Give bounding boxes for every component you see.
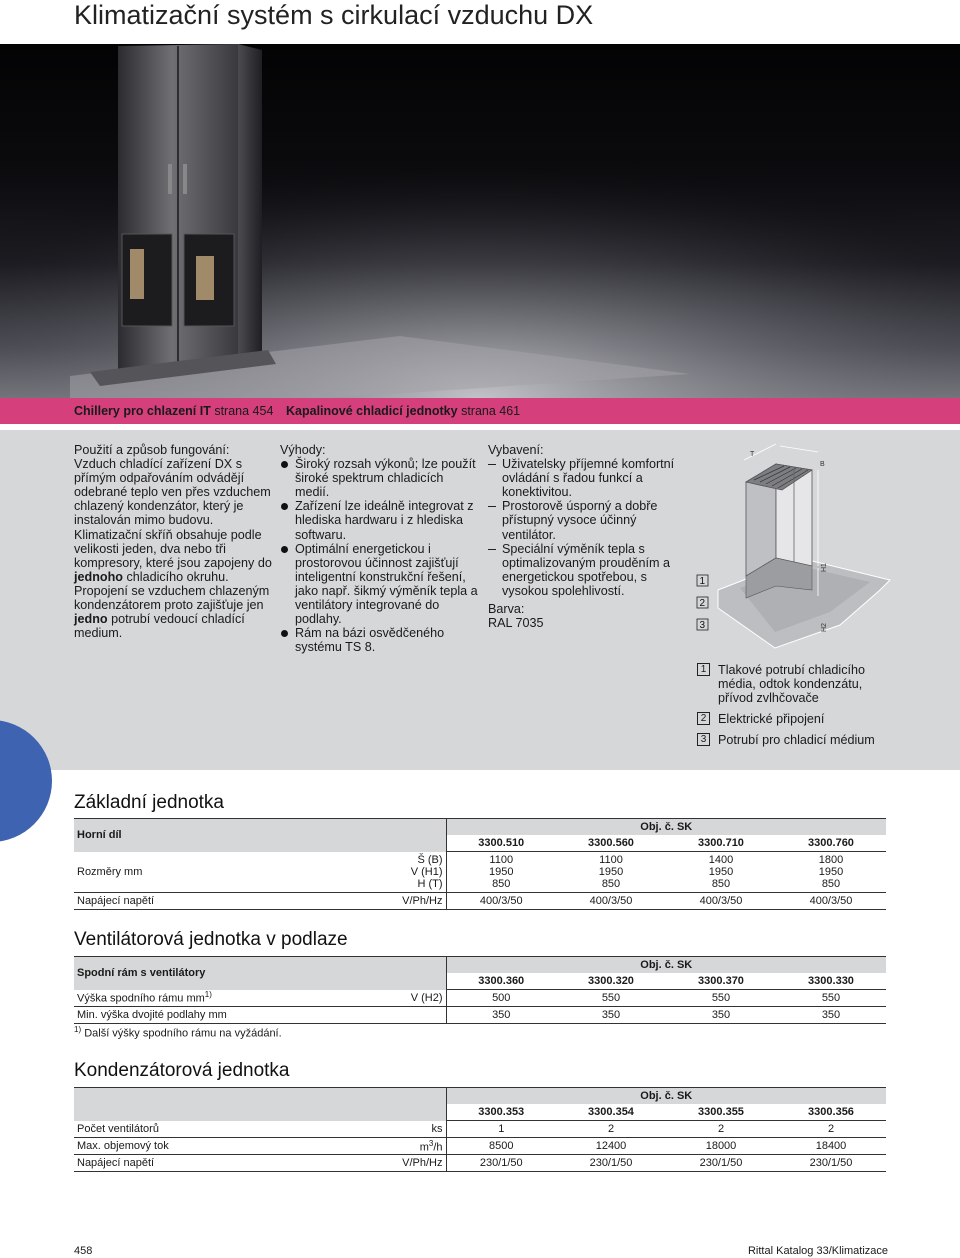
order-code: 3300.355 xyxy=(666,1104,776,1121)
order-number-header: Obj. č. SK xyxy=(446,819,886,836)
table-cell: 350 xyxy=(666,1007,776,1024)
row-unit: V/Ph/Hz xyxy=(244,892,446,909)
link-liquid-cooling[interactable]: Kapalinové chladicí jednotky strana 461 xyxy=(286,404,521,418)
cabinet-photo-illustration xyxy=(0,44,960,398)
table-cell: 550 xyxy=(666,990,776,1007)
table-cell: 350 xyxy=(556,1007,666,1024)
table-cell: 230/1/50 xyxy=(556,1155,666,1172)
table-cell: 550 xyxy=(776,990,886,1007)
section-title-fan-unit: Ventilátorová jednotka v podlaze xyxy=(74,929,348,950)
dim-h1-label: H1 xyxy=(821,563,828,572)
table-cell: 350 xyxy=(446,1007,556,1024)
table-footnote: $^{1)}$ Další výšky spodního rámu na vyžádání. xyxy=(74,1025,282,1040)
table-group-label xyxy=(74,1088,446,1121)
table-cell: 8500 xyxy=(446,1138,556,1155)
equipment-heading: Vybavení: xyxy=(488,443,544,457)
order-number-header: Obj. č. SK xyxy=(446,957,886,974)
row-label: Napájecí napětí xyxy=(74,1155,244,1172)
table-cell: 1800 1950 850 xyxy=(776,852,886,893)
usage-column xyxy=(74,443,272,640)
link-chillers[interactable]: Chillery pro chlazení IT strana 454 xyxy=(74,404,274,418)
usage-paragraph-1: Vzduch chladící zařízení DX s přímým odpařováním odvádějí odebrané teplo ven přes vzduchem chlazený kondenzátor, který je instalován mimo budovu. xyxy=(74,457,271,528)
table-cell: 400/3/50 xyxy=(446,892,556,909)
table-cell: 12400 xyxy=(556,1138,666,1155)
usage-paragraph-2: Klimatizační skříň obsahuje podle velikosti jeden, dva nebo tři kompresory, které jsou zapojeny do jednoho chladicího okruhu. Propojení se vzduchem chlazeným kondenzátorem proto zajišťuje jen jedno potrubí vedoucí chladící medium. xyxy=(74,527,272,641)
equipment-item: Uživatelsky příjemné komfortní ovládání s řadou funkcí a konektivitou. xyxy=(488,457,680,499)
row-label: Napájecí napětí xyxy=(74,892,244,909)
table-cell: 400/3/50 xyxy=(556,892,666,909)
section-title-condenser-unit: Kondenzátorová jednotka xyxy=(74,1060,290,1081)
order-code: 3300.330 xyxy=(776,973,886,990)
callout-2: 2 xyxy=(699,598,706,609)
drawing-legend xyxy=(697,663,887,754)
order-code: 3300.760 xyxy=(776,835,886,852)
equipment-column xyxy=(488,443,680,630)
table-cell: 18000 xyxy=(666,1138,776,1155)
callout-1: 1 xyxy=(699,576,706,587)
table-group-label: Spodní rám s ventilátory xyxy=(74,957,446,990)
section-title-base-unit: Základní jednotka xyxy=(74,792,224,813)
equipment-item: Speciální výměník tepla s optimalizovaným prouděním a energetickou spotřebou, s vysokou spolehlivostí. xyxy=(488,542,680,598)
order-code: 3300.354 xyxy=(556,1104,666,1121)
table-cell: 18400 xyxy=(776,1138,886,1155)
catalog-label: Rittal Katalog 33/Klimatizace xyxy=(747,1245,888,1257)
table-cell: 1400 1950 850 xyxy=(666,852,776,893)
row-unit: Š (B) V (H1) H (T) xyxy=(244,852,446,893)
row-label: Rozměry mm xyxy=(74,852,244,893)
fan-unit-table xyxy=(74,956,886,1024)
table-cell: 230/1/50 xyxy=(446,1155,556,1172)
order-code: 3300.370 xyxy=(666,973,776,990)
table-cell: 350 xyxy=(776,1007,886,1024)
related-links-bar xyxy=(0,398,960,424)
equipment-item: Prostorově úsporný a dobře přístupný vysoce účinný ventilátor. xyxy=(488,499,680,541)
page-title: Klimatizační systém s cirkulací vzduchu DX xyxy=(74,0,594,30)
table-cell: 500 xyxy=(446,990,556,1007)
table-cell: 400/3/50 xyxy=(666,892,776,909)
row-unit: V (H2) xyxy=(244,990,446,1007)
order-code: 3300.560 xyxy=(556,835,666,852)
advantage-item: Zařízení lze ideálně integrovat z hlediska hardwaru i z hlediska softwaru. xyxy=(280,499,480,541)
table-cell: 1 xyxy=(446,1121,556,1138)
order-code: 3300.320 xyxy=(556,973,666,990)
table-cell: 1100 1950 850 xyxy=(556,852,666,893)
unit-dimension-drawing xyxy=(680,440,960,680)
dim-b-label: B xyxy=(820,461,825,468)
order-code: 3300.510 xyxy=(446,835,556,852)
legend-item: 2 Elektrické připojení xyxy=(697,712,887,726)
table-cell: 1100 1950 850 xyxy=(446,852,556,893)
row-unit: ks xyxy=(244,1121,446,1138)
product-photo xyxy=(0,44,960,398)
order-number-header: Obj. č. SK xyxy=(446,1088,886,1105)
order-code: 3300.360 xyxy=(446,973,556,990)
row-label: Počet ventilátorů xyxy=(74,1121,244,1138)
row-label: Výška spodního rámu $mm^{1)}$ xyxy=(74,990,244,1007)
order-code: 3300.353 xyxy=(446,1104,556,1121)
advantages-heading: Výhody: xyxy=(280,443,326,457)
table-cell: 2 xyxy=(776,1121,886,1138)
row-unit: V/Ph/Hz xyxy=(244,1155,446,1172)
table-cell: 400/3/50 xyxy=(776,892,886,909)
usage-heading: Použití a způsob fungování: xyxy=(74,443,230,457)
row-label: Min. výška dvojité podlahy mm xyxy=(74,1007,446,1024)
advantage-item: Široký rozsah výkonů; lze použít široké spektrum chladicích medií. xyxy=(280,457,480,499)
callout-3: 3 xyxy=(699,620,706,631)
condenser-unit-table xyxy=(74,1087,886,1172)
row-label: Max. objemový tok xyxy=(74,1138,244,1155)
table-cell: 230/1/50 xyxy=(776,1155,886,1172)
advantage-item: Optimální energetickou i prostorovou účinnost zajišťují inteligentní konstrukční řešení, jako např. šikmý výměník tepla a ventilátory integrované do podlahy. xyxy=(280,542,480,627)
advantages-column xyxy=(280,443,480,654)
advantage-item: Rám na bázi osvědčeného systému TS 8. xyxy=(280,626,480,654)
legend-item: 1 Tlakové potrubí chladicího média, odtok kondenzátu, přívod zvlhčovače xyxy=(697,663,887,705)
table-cell: 2 xyxy=(556,1121,666,1138)
dim-h2-label: H2 xyxy=(821,623,828,632)
table-cell: 550 xyxy=(556,990,666,1007)
table-group-label: Horní díl xyxy=(74,819,446,852)
base-unit-table xyxy=(74,818,886,910)
legend-item: 3 Potrubí pro chladicí médium xyxy=(697,733,887,747)
page-number: 458 xyxy=(74,1245,93,1257)
order-code: 3300.710 xyxy=(666,835,776,852)
table-cell: 2 xyxy=(666,1121,776,1138)
color-heading: Barva: xyxy=(488,602,525,617)
order-code: 3300.356 xyxy=(776,1104,886,1121)
table-cell: 230/1/50 xyxy=(666,1155,776,1172)
row-unit: $m^3/h$ xyxy=(244,1138,446,1155)
dim-t-label: T xyxy=(750,451,755,458)
color-value: RAL 7035 xyxy=(488,616,544,631)
